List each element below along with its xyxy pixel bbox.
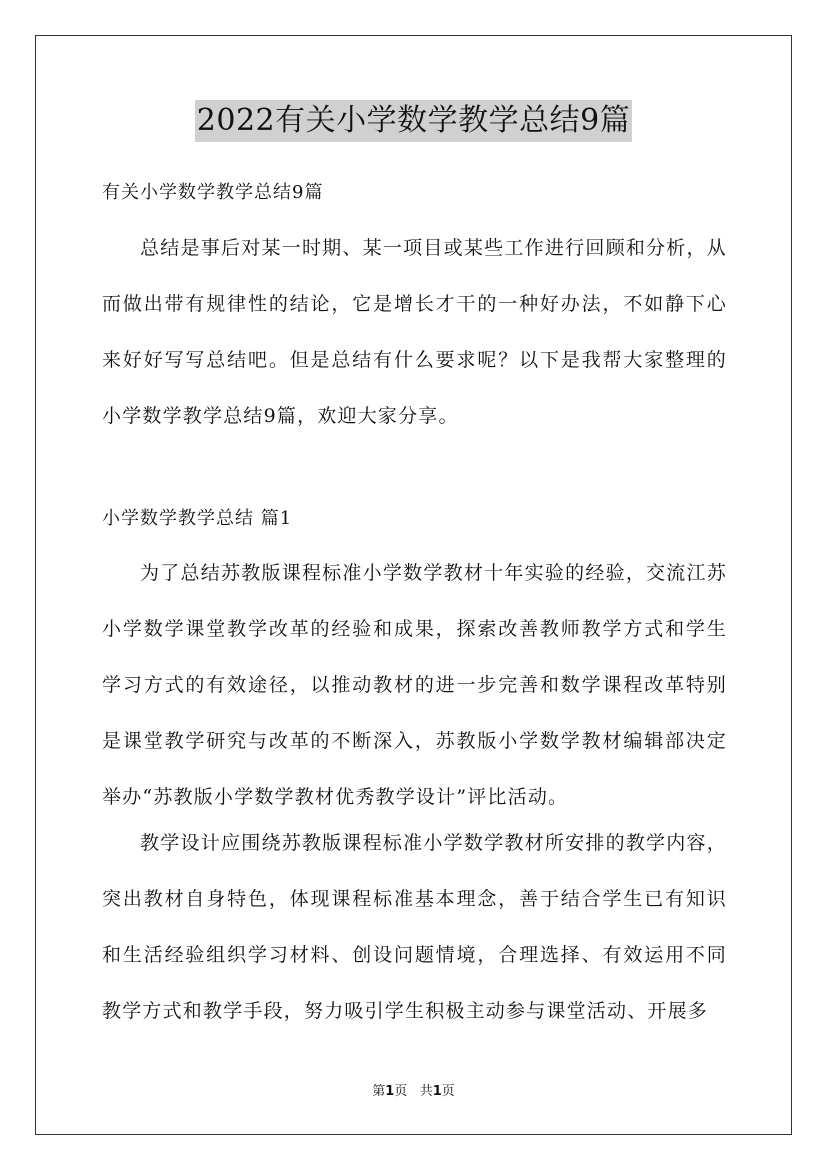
footer-total-pages: 1 <box>432 1084 442 1099</box>
body-paragraph-1: 为了总结苏教版课程标准小学数学教材十年实验的经验，交流江苏小学数学课堂教学改革的经验和成果，探索改善教师教学方式和学生学习方式的有效途径，以推动教材的进一步完善和数学课程改革特别是课堂教学研究与改革的不断深入，苏教版小学数学教材编辑部决定举办“苏教版小学数学教材优秀教学设计”评比活动。 <box>102 562 727 808</box>
page-footer <box>0 1083 827 1101</box>
footer-page-suffix: 页 <box>394 1084 408 1099</box>
intro-paragraph: 总结是事后对某一时期、某一项目或某些工作进行回顾和分析，从而做出带有规律性的结论，它是增长才干的一种好办法，不如静下心来好好写写总结吧。但是总结有什么要求呢？以下是我帮大家整理的小学数学教学总结9篇，欢迎大家分享。 <box>102 237 727 427</box>
document-title <box>0 100 827 142</box>
document-title-text: 2022有关小学数学教学总结9篇 <box>195 100 632 142</box>
footer-total-suffix: 页 <box>441 1084 455 1099</box>
section-heading: 小学数学教学总结 篇1 <box>102 508 293 529</box>
footer-page-prefix: 第 <box>372 1084 386 1099</box>
document-subtitle: 有关小学数学教学总结9篇 <box>102 182 324 203</box>
footer-total-prefix: 共 <box>419 1084 433 1099</box>
footer-page-number: 1 <box>385 1084 395 1099</box>
body-paragraph-2: 教学设计应围绕苏教版课程标准小学数学教材所安排的教学内容，突出教材自身特色，体现课程标准基本理念，善于结合学生已有知识和生活经验组织学习材料、创设问题情境，合理选择、有效运用不同教学方式和教学手段，努力吸引学生积极主动参与课堂活动、开展多 <box>102 832 727 1022</box>
